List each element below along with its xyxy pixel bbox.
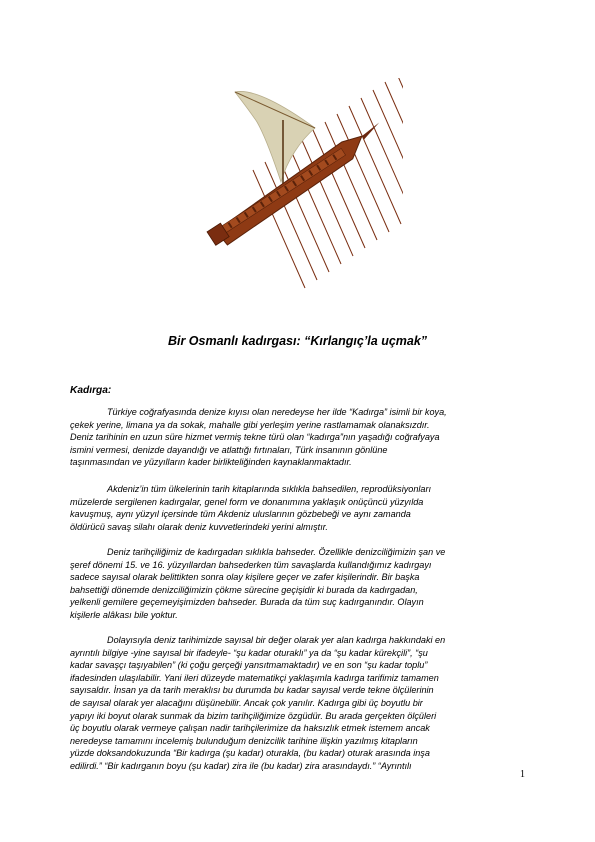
paragraph-line: ismini vermesi, denizde dayandığı ve atlattığı fırtınaları, Türk insanının gönlüne: [70, 444, 388, 455]
paragraph-line: üç boyutlu olarak vermeye çalışan nadir tarihçilerimize da haksızlık etmek istemem ancak: [70, 723, 430, 734]
paragraph-line: Türkiye coğrafyasında denize kıyısı olan neredeyse her ilde “Kadırga” isimli bir koya,: [107, 407, 447, 417]
paragraph-line: Akdeniz’in tüm ülkelerinin tarih kitaplarında sıklıkla bahsedilen, reprodüksiyonları: [107, 484, 432, 494]
paragraph-line: sadece sayısal olarak belittikten sonra olay kişilere geçer ve zafer kişilerindir. Bir başka: [70, 572, 420, 583]
paragraph-line: ayrıntılı bilgiye -yine sayısal bir ifadeyle- “şu kadar oturaklı” ya da “şu kadar kürekçili”, “şu: [70, 647, 428, 658]
paragraph-line: edilirdi.” “Bir kadırganın boyu (şu kadar) zira ile (bu kadar) zira arasındaydı.” “Ayrıntılı: [70, 760, 412, 771]
paragraph-line: sayısaldır. İnsan ya da tarih meraklısı bu durumda bu kadar sayısal verde tekne ölçülerinin: [70, 685, 434, 696]
oar: [337, 114, 389, 232]
paragraph-1: [70, 406, 518, 469]
paragraph-line: de sayısal olarak yer alacağını düşünebilir. Ancak çok yanılır. Kadırga gibi üç boyutlu bir: [70, 697, 423, 708]
paragraph-line: Deniz tarihinin en uzun süre hizmet vermiş tekne türü olan “kadırga”nın yaşadığı coğrafyaya: [70, 432, 440, 443]
oar: [361, 98, 403, 216]
galley-illustration: [183, 78, 403, 300]
oar: [385, 82, 403, 200]
oar: [397, 78, 403, 192]
paragraph-line: yapıyı iki boyut olarak sunmak da bizim tarihçiliğimize özgüdür. Bu arada gerçekten ölçüleri: [70, 710, 437, 721]
paragraph-line: yüzde doksandokuzunda “Bir kadırga (şu kadar) oturakla, (bu kadar) oturak arasında inşa: [70, 748, 430, 759]
paragraph-line: kavuşmuş, aynı yüzyıl içersinde tüm Akdeniz uluslarının gözbebeği ve aynı zamanda: [70, 509, 411, 520]
section-heading: Kadırga:: [70, 385, 112, 396]
paragraph-line: kişilerle alâkası bile yoktur.: [70, 609, 178, 620]
paragraph-line: ifadesinden ulaşılabilir. Yani ileri düzeyde matematikçi yaklaşımla kadırga tarifimiz tamamen: [70, 672, 439, 683]
galley-3d-render: [183, 78, 403, 300]
paragraph-3: [70, 546, 518, 622]
oar: [373, 90, 403, 208]
paragraph-line: bahsettiği dönemde denizciliğimizin çökme sürecine geçişidir ki burada da kadırgadan,: [70, 584, 418, 595]
paragraph-line: çekek yerine, limana ya da sokak, mahalle gibi yerleşim yerine rastlamamak olanaksızdır.: [70, 419, 430, 430]
paragraph-line: müzelerde sergilenen kadırgalar, genel form ve donanımına yaklaşık onüçüncü yüzyılda: [70, 496, 424, 507]
oar: [349, 106, 401, 224]
paragraph-line: kadar savaşçı taşıyabilen” (ki çoğu gerçeği yansıtmamaktadır) ve en son “şu kadar toplu”: [70, 660, 428, 671]
paragraph-line: Dolayısıyla deniz tarihimizde sayısal bir değer olarak yer alan kadırga hakkındaki en: [107, 635, 446, 645]
paragraph-line: yelkenli gemilere geçemeyişimizden bahseder. Burada da tüm suç kadırganındır. Olayın: [70, 597, 424, 608]
page-title: Bir Osmanlı kadırgası: “Kırlangıç’la uçmak”: [167, 334, 428, 348]
lateen-sail: [235, 91, 315, 182]
paragraph-line: taşınmasından ve yüzyılların kader birlikteliğinden kaynaklanmaktadır.: [70, 457, 352, 468]
paragraph-line: öldürücü savaş silahı olarak deniz kuvvetlerindeki yerini almıştır.: [70, 521, 328, 532]
paragraph-line: şeref dönemi 15. ve 16. yüzyıllardan bahsederken tüm savaşlarda kullandığımız kadırgayı: [70, 559, 432, 570]
paragraph-2: [70, 483, 518, 533]
paragraph-4: [70, 634, 518, 773]
ram: [361, 122, 383, 139]
page-number: 1: [520, 769, 525, 780]
paragraph-line: neredeyse tamamını incelemiş bulunduğum denizcilik tarihine ilişkin yazılmış kitapların: [70, 735, 418, 746]
paragraph-line: Deniz tarihçiliğimiz de kadırgadan sıklıkla bahseder. Özellikle denizciliğimizin şan ve: [107, 547, 446, 557]
